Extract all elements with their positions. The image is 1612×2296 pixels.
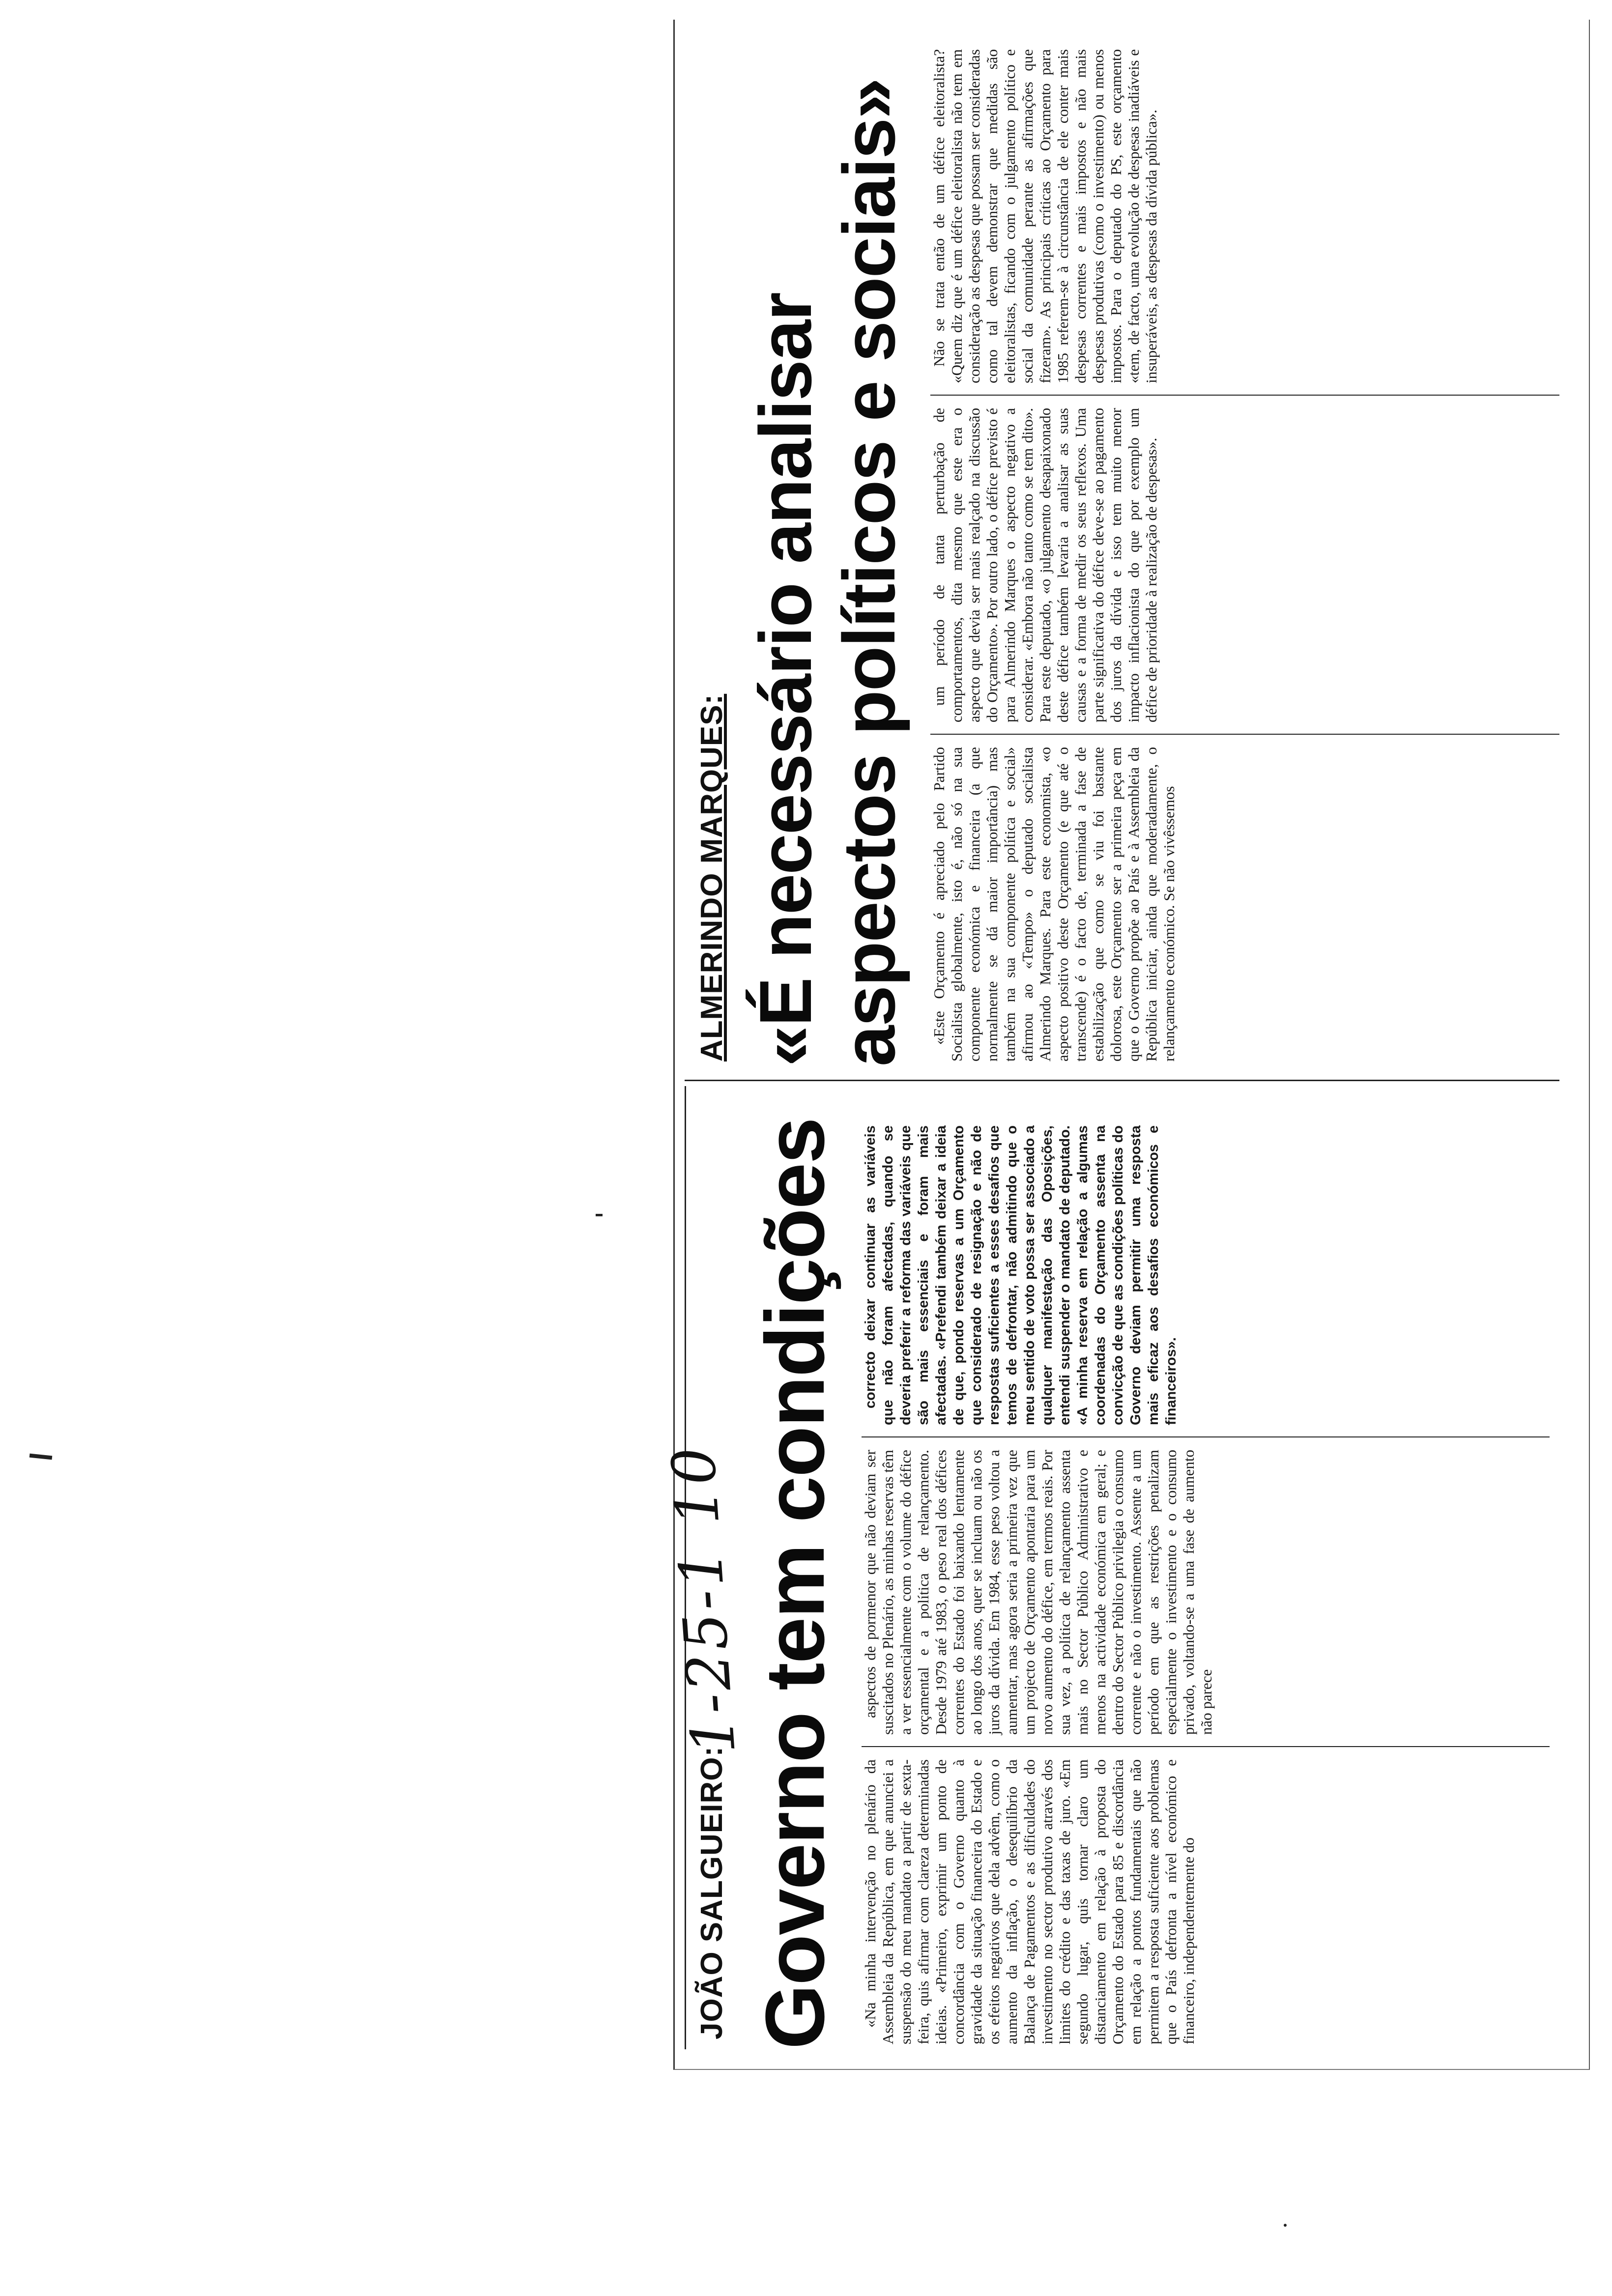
article-left-text-1: «Na minha intervenção no plenário da Assembleia da República, em que anunciei a suspensão do meu mandato a partir de sexta-feira, quis afirmar com clareza determinadas ideias. «Primeiro, exprimir um ponto de concordância com o Governo quanto à gravidade da situação financeira do Estado e os efeitos negativos que dela advêm, como o aumento da inflação, o desequilíbrio da Balança de Pagamentos e as dificuldades do investimento no sector produtivo através dos limites do crédito e das taxas de juro. «Em segundo lugar, quis tornar claro um distanciamento em relação à proposta do Orçamento do Estado para 85 e discordância em relação a pontos fundamentais que não permitem a resposta suficiente aos problemas que o País defronta a nível económico e financeiro, independentemente do xyxy=(862,1759,1197,2044)
column-rule xyxy=(862,1746,1550,1747)
headline-line-1: «É necessário analisar xyxy=(744,293,827,1066)
article-left-column-3 xyxy=(862,1125,1550,1425)
article-right-text-3: Não se trata então de um défice eleitoralista? «Quem diz que é um défice eleitoralista não tem em consideração as despesas que possam ser consideradas como tal devem demonstrar que medidas são eleitoralistas, ficando com o julgamento político e social da comunidade perante as afirmações que fizeram». As principais críticas ao Orçamento para 1985 referem-se à circunstância de ele conter mais despesas correntes e mais impostos e não mais despesas produtivas (como o investimento) ou menos impostos. Para o deputado do PS, este orçamento «tem, de facto, uma evolução de despesas inadiáveis e insuperáveis, as despesas da dívida pública». xyxy=(930,49,1160,383)
column-rule xyxy=(930,395,1559,396)
article-right-column-2 xyxy=(930,408,1559,722)
article-right-column-3 xyxy=(930,49,1559,383)
article-divider xyxy=(685,1080,1559,1081)
byline-joao-salgueiro: JOÃO SALGUEIRO: xyxy=(695,1746,729,2039)
scan-speck xyxy=(1284,2224,1287,2227)
article-left-text-2: aspectos de pormenor que não deviam ser suscitados no Plenário, as minhas reservas têm a ver essencialmente com o volume do défice orçamental e a política de relançamento. Desde 1979 até 1983, o peso real dos défices correntes do Estado foi baixando lentamente ao longo dos anos, quer se incluam ou não os juros da dívida. Em 1984, esse peso voltou a aumentar, mas agora seria a primeira vez que um projecto de Orçamento apontaria para um novo aumento do défice, em termos reais. Por sua vez, a política de relançamento assenta mais no Sector Público Administrativo e menos na actividade económica em geral; e dentro do Sector Público privilegia o consumo corrente e não o investimento. Assente a um período em que as restrições penalizam especialmente o investimento e o consumo privado, voltando-se a uma fase de aumento não parece xyxy=(862,1450,1215,1735)
headline-governo-tem-condicoes: Governo tem condições xyxy=(748,1118,842,2049)
article-right-text-1: «Este Orçamento é apreciado pelo Partido Socialista globalmente, isto é, não só na sua componente económica e financeira (a que normalmente se dá maior importância) mas também na sua componente política e social» afirmou ao «Tempo» o deputado socialista Almerindo Marques. Para este economista, «o aspecto positivo deste Orçamento (e que até o transcende) é o facto de, terminada a fase de estabilização que como se viu foi bastante dolorosa, este Orçamento ser a primeira peça em que o Governo propõe ao País e à Assembleia da República iniciar, ainda que moderadamente, o relançamento económico. Se não vivêssemos xyxy=(930,747,1178,1062)
newspaper-clipping xyxy=(659,20,1590,2070)
headline-line-2: aspectos políticos e sociais» xyxy=(828,79,910,1066)
article-left-column-1 xyxy=(862,1759,1550,2044)
article-right-text-2: um período de tanta perturbação de comportamentos, dita mesmo que este era o aspecto que devia ser mais realçado na discussão do Orçamento». Por outro lado, o défice previsto é para Almerindo Marques o aspecto negativo a considerar. «Embora não tanto como se tem dito». Para este deputado, «o julgamento desapaixonado deste défice também levaria a analisar as suas causas e a forma de medir os seus reflexos. Uma parte significativa do défice deve-se ao pagamento dos juros da dívida e isso tem muito menor impacto inflacionista do que por exemplo um défice de prioridade à realização de despesas». xyxy=(930,408,1160,722)
clipping-content xyxy=(659,20,1589,2069)
byline-almerindo-marques: ALMERINDO MARQUES: xyxy=(695,693,729,1062)
article-right-column-1 xyxy=(930,747,1559,1062)
article-left-text-3: correcto deixar continuar as variáveis que não foram afectadas, quando se deveria preferir a reforma das variáveis que são mais essenciais e foram mais afectadas. «Prefendi também deixar a ideia de que, pondo reservas a um Orçamento que considerado de resignação e não de respostas suficientes a esses desafios que temos de defrontar, não admitindo que o meu sentido de voto possa ser associado a qualquer manifestação das Oposições, entendi suspender o mandato de deputado. «A minha reserva em relação a algumas coordenadas do Orçamento assenta na convicção de que as condições políticas do Governo deviam permitir uma resposta mais eficaz aos desafios económicos e financeiros». xyxy=(863,1125,1179,1425)
column-rule xyxy=(930,734,1559,735)
scan-speck xyxy=(29,1454,53,1460)
article-left-column-2 xyxy=(862,1450,1550,1735)
scan-speck xyxy=(596,1214,603,1216)
column-rule xyxy=(862,1436,1550,1437)
handwritten-date-note: 1-25-1 10 xyxy=(659,1442,749,1757)
